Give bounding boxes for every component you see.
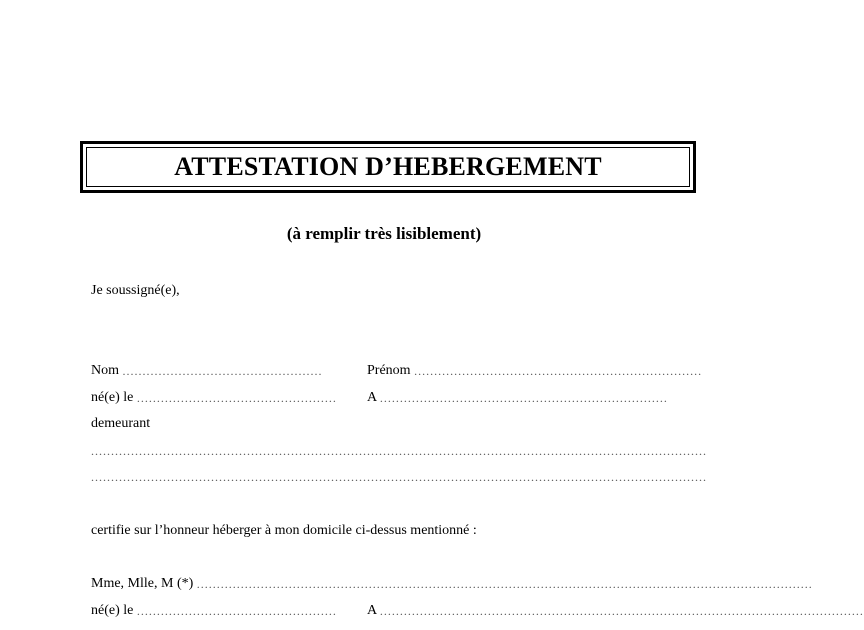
prenom-label: Prénom [367, 363, 411, 378]
birthplace-dots: ........................................................................ [379, 391, 668, 405]
guest-birthdate-label: né(e) le [91, 603, 134, 618]
page-title: ATTESTATION D’HEBERGEMENT [174, 152, 602, 181]
intro-text: Je soussigné(e), [91, 283, 180, 298]
title-inner-frame [86, 147, 690, 187]
nom-label: Nom [91, 363, 119, 378]
birthplace-label: A [367, 390, 377, 405]
address-line-2[interactable] [91, 468, 707, 486]
address-dots-2: .......................................................................................................................................................... [91, 470, 707, 484]
nom-dots: .................................................. [122, 364, 323, 378]
guest-birthdate-dots: .................................................. [136, 604, 337, 618]
guest-title-label: Mme, Mlle, M (*) [91, 576, 194, 591]
guest-name-dots: .......................................................................................................................................................... [196, 577, 813, 591]
address-dots-1: .......................................................................................................................................................... [91, 444, 707, 458]
guest-birthplace-dots: ......................................................................................................................... [379, 604, 864, 618]
birthplace-field[interactable] [367, 389, 668, 407]
address-line-1[interactable] [91, 442, 707, 460]
certify-text: certifie sur l’honneur héberger à mon domicile ci-dessus mentionné : [91, 523, 477, 538]
subtitle: (à remplir très lisiblement) [286, 224, 482, 243]
address-label: demeurant [91, 416, 151, 431]
title-frame [80, 141, 696, 193]
birthdate-field[interactable] [91, 389, 337, 407]
nom-field[interactable] [91, 362, 323, 380]
birthdate-dots: .................................................. [136, 391, 337, 405]
birthdate-label: né(e) le [91, 390, 134, 405]
guest-birthdate-field[interactable] [91, 602, 337, 620]
guest-name-field[interactable] [91, 575, 813, 593]
guest-birthplace-label: A [367, 603, 377, 618]
prenom-dots: ........................................................................ [414, 364, 703, 378]
guest-birthplace-field[interactable] [367, 602, 864, 620]
prenom-field[interactable] [367, 362, 703, 380]
